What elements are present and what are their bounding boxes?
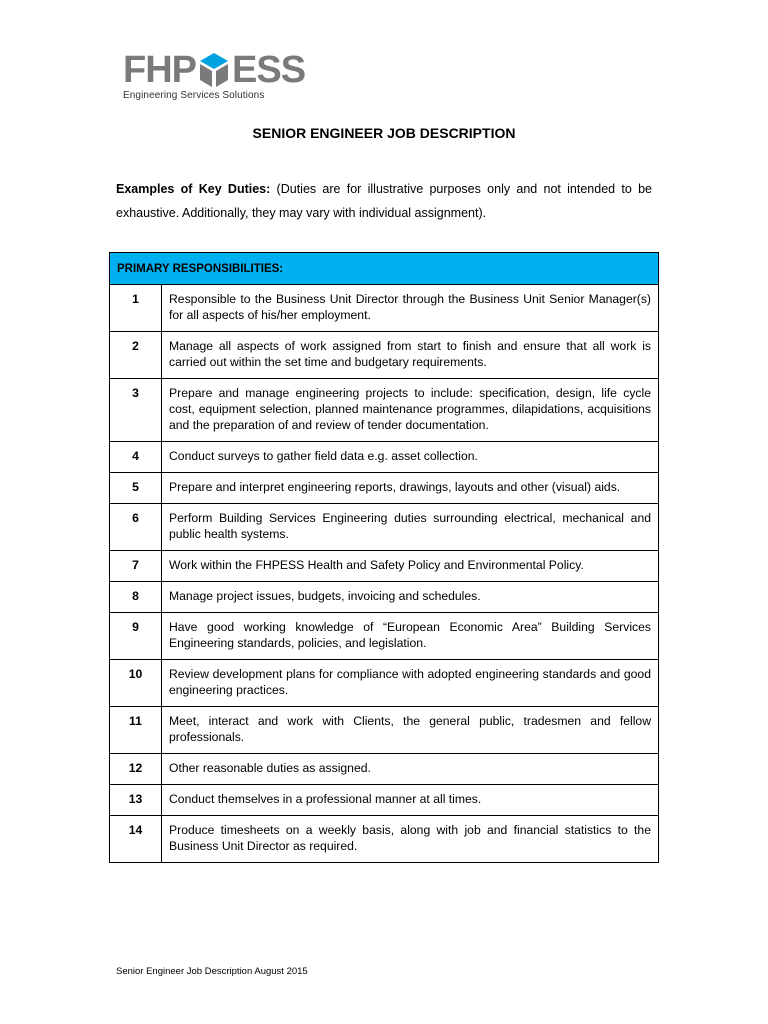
table-header-row (110, 253, 659, 285)
table-row (110, 332, 659, 379)
row-number: 9 (110, 613, 162, 660)
row-description: Prepare and manage engineering projects to include: specification, design, life cycle cost, equipment selection, planned maintenance programmes, dilapidations, acquisitions and the preparation of and review of tender documentation. (162, 379, 659, 442)
intro-label: Examples of Key Duties: (116, 182, 271, 196)
row-description: Have good working knowledge of “European Economic Area” Building Services Engineering standards, policies, and legislation. (162, 613, 659, 660)
table-row (110, 379, 659, 442)
table-row (110, 504, 659, 551)
responsibilities-table (109, 252, 659, 863)
intro-text: (Duties are for illustrative purposes only and not intended to be exhaustive. Additionally, they may vary with individual assignment). (116, 182, 652, 220)
row-description: Perform Building Services Engineering duties surrounding electrical, mechanical and public health systems. (162, 504, 659, 551)
row-number: 6 (110, 504, 162, 551)
table-header: PRIMARY RESPONSIBILITIES: (110, 253, 659, 285)
row-number: 8 (110, 582, 162, 613)
table-row (110, 707, 659, 754)
row-description: Other reasonable duties as assigned. (162, 754, 659, 785)
table-row (110, 473, 659, 504)
table-row (110, 285, 659, 332)
logo-tagline: Engineering Services Solutions (123, 90, 265, 101)
row-description: Produce timesheets on a weekly basis, along with job and financial statistics to the Business Unit Director as required. (162, 816, 659, 863)
row-description: Conduct surveys to gather field data e.g. asset collection. (162, 442, 659, 473)
table-row (110, 551, 659, 582)
row-number: 2 (110, 332, 162, 379)
logo-letters-left: FHP (123, 49, 196, 91)
logo-emblem-icon (197, 51, 231, 89)
page-footer: Senior Engineer Job Description August 2015 (116, 966, 308, 977)
table-row (110, 785, 659, 816)
logo-wordmark (123, 50, 305, 90)
row-number: 7 (110, 551, 162, 582)
row-description: Responsible to the Business Unit Director through the Business Unit Senior Manager(s) for all aspects of his/her employment. (162, 285, 659, 332)
intro-paragraph (116, 177, 652, 225)
table-row (110, 660, 659, 707)
row-description: Review development plans for compliance with adopted engineering standards and good engineering practices. (162, 660, 659, 707)
row-description: Conduct themselves in a professional manner at all times. (162, 785, 659, 816)
logo-letters-right: ESS (232, 49, 306, 91)
row-description: Manage all aspects of work assigned from start to finish and ensure that all work is carried out within the set time and budgetary requirements. (162, 332, 659, 379)
row-number: 12 (110, 754, 162, 785)
table-row (110, 754, 659, 785)
table-row (110, 613, 659, 660)
row-number: 11 (110, 707, 162, 754)
row-number: 1 (110, 285, 162, 332)
company-logo (123, 50, 305, 101)
row-number: 14 (110, 816, 162, 863)
row-number: 13 (110, 785, 162, 816)
table-row (110, 816, 659, 863)
table-row (110, 442, 659, 473)
row-description: Manage project issues, budgets, invoicing and schedules. (162, 582, 659, 613)
row-number: 5 (110, 473, 162, 504)
row-number: 3 (110, 379, 162, 442)
table-row (110, 582, 659, 613)
document-title: SENIOR ENGINEER JOB DESCRIPTION (252, 125, 516, 141)
row-description: Meet, interact and work with Clients, the general public, tradesmen and fellow professionals. (162, 707, 659, 754)
row-description: Work within the FHPESS Health and Safety Policy and Environmental Policy. (162, 551, 659, 582)
row-number: 4 (110, 442, 162, 473)
row-number: 10 (110, 660, 162, 707)
row-description: Prepare and interpret engineering reports, drawings, layouts and other (visual) aids. (162, 473, 659, 504)
